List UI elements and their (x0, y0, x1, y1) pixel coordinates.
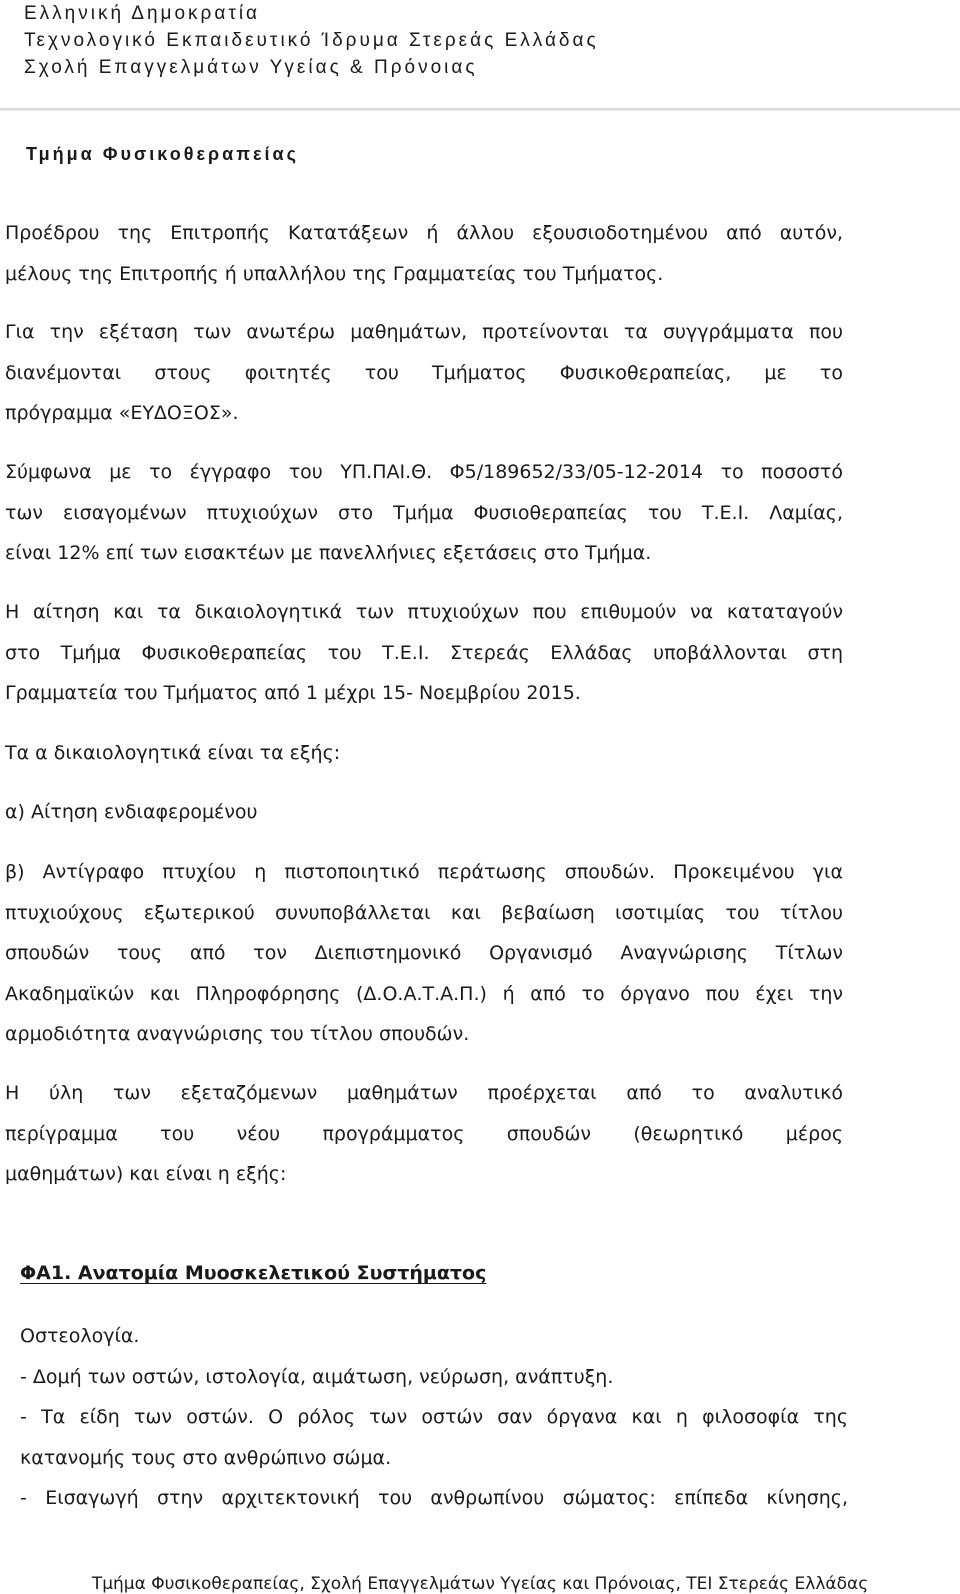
section-heading: ΦΑ1. Ανατομία Μυοσκελετικού Συστήματος (20, 1262, 487, 1284)
paragraph-line: α) Αίτηση ενδιαφερομένου (5, 801, 258, 823)
section-item: - Τα είδη των οστών. Ο ρόλος των οστών σαν όργανα και η φιλοσοφία της (20, 1406, 848, 1428)
paragraph-syllabus (5, 1073, 843, 1195)
paragraph-line: Η αίτηση και τα δικαιολογητικά των πτυχιούχων που επιθυμούν να καταταγούν (5, 601, 843, 623)
paragraph-line: σπουδών τους από τον Διεπιστημονικό Οργανισμό Αναγνώρισης Τίτλων (5, 942, 843, 964)
paragraph-application (5, 592, 843, 714)
list-item-b (5, 852, 843, 1055)
paragraph-line: Σύμφωνα με το έγγραφο του ΥΠ.ΠΑΙ.Θ. Φ5/189652/33/05-12-2014 το ποσοστό (5, 461, 843, 483)
paragraph-line: Τα α δικαιολογητικά είναι τα εξής: (5, 742, 341, 764)
paragraph-line: Ακαδημαϊκών και Πληροφόρησης (Δ.Ο.Α.Τ.Α.Π.) ή από το όργανο που έχει την (5, 982, 843, 1005)
header-line-institution: Τεχνολογικό Εκπαιδευτικό Ίδρυμα Στερεάς Ελλάδας (24, 30, 599, 51)
header-line-republic: Ελληνική Δημοκρατία (24, 3, 261, 24)
paragraph-line: μέλους της Επιτροπής ή υπαλλήλου της Γραμματείας του Τμήματος. (5, 262, 664, 285)
section-item: - Δομή των οστών, ιστολογία, αιμάτωση, νεύρωση, ανάπτυξη. (20, 1365, 614, 1388)
paragraph-line: διανέμονται στους φοιτητές του Τμήματος Φυσικοθεραπείας, με το (5, 361, 843, 384)
section-item-continued: κατανομής τους στο ανθρώπινο σώμα. (20, 1446, 392, 1469)
paragraph-line: Η ύλη των εξεταζόμενων μαθημάτων προέρχεται από το αναλυτικό (5, 1082, 843, 1104)
department-title: Τμήμα Φυσικοθεραπείας (26, 144, 299, 164)
header-divider (0, 108, 960, 111)
paragraph-line: αρμοδιότητα αναγνώρισης του τίτλου σπουδών. (5, 1023, 470, 1045)
paragraph-line: περίγραμμα του νέου προγράμματος σπουδών (θεωρητικό μέρος (5, 1122, 843, 1145)
paragraph-percentage (5, 452, 843, 574)
section-subheading: Οστεολογία. (20, 1325, 140, 1347)
paragraph-textbooks (5, 312, 843, 434)
list-item-a (5, 792, 843, 833)
page-footer: Τμήμα Φυσικοθεραπείας, Σχολή Επαγγελμάτων Υγείας και Πρόνοιας, ΤΕΙ Στερεάς Ελλάδας (91, 1574, 869, 1594)
section-item: - Εισαγωγή στην αρχιτεκτονική του ανθρωπίνου σώματος: επίπεδα κίνησης, (20, 1487, 848, 1509)
paragraph-line: Προέδρου της Επιτροπής Κατατάξεων ή άλλου εξουσιοδοτημένου από αυτόν, (5, 222, 843, 244)
header-line-school: Σχολή Επαγγελμάτων Υγείας & Πρόνοιας (24, 57, 478, 78)
paragraph-line: Για την εξέταση των ανωτέρω μαθημάτων, προτείνονται τα συγγράμματα που (5, 321, 843, 343)
paragraph-line: στο Τμήμα Φυσικοθεραπείας του Τ.Ε.Ι. Στερεάς Ελλάδας υποβάλλονται στη (5, 641, 843, 664)
paragraph-documents-intro (5, 733, 843, 774)
paragraph-line: μαθημάτων) και είναι η εξής: (5, 1163, 287, 1185)
paragraph-line: β) Αντίγραφο πτυχίου η πιστοποιητικό περάτωσης σπουδών. Προκειμένου για (5, 861, 843, 883)
document-header (24, 0, 934, 81)
paragraph-committee (5, 213, 843, 294)
paragraph-line: πρόγραμμα «ΕΥΔΟΞΟΣ». (5, 402, 239, 424)
paragraph-line: πτυχιούχους εξωτερικού συνυποβάλλεται και βεβαίωση ισοτιμίας του τίτλου (5, 901, 843, 924)
paragraph-line: των εισαγομένων πτυχιούχων στο Τμήμα Φυσιοθεραπείας του Τ.Ε.Ι. Λαμίας, (5, 501, 843, 524)
section-body (20, 1316, 848, 1519)
paragraph-line: είναι 12% επί των εισακτέων με πανελλήνιες εξετάσεις στο Τμήμα. (5, 542, 652, 564)
paragraph-line: Γραμματεία του Τμήματος από 1 μέχρι 15- Νοεμβρίου 2015. (5, 682, 581, 704)
